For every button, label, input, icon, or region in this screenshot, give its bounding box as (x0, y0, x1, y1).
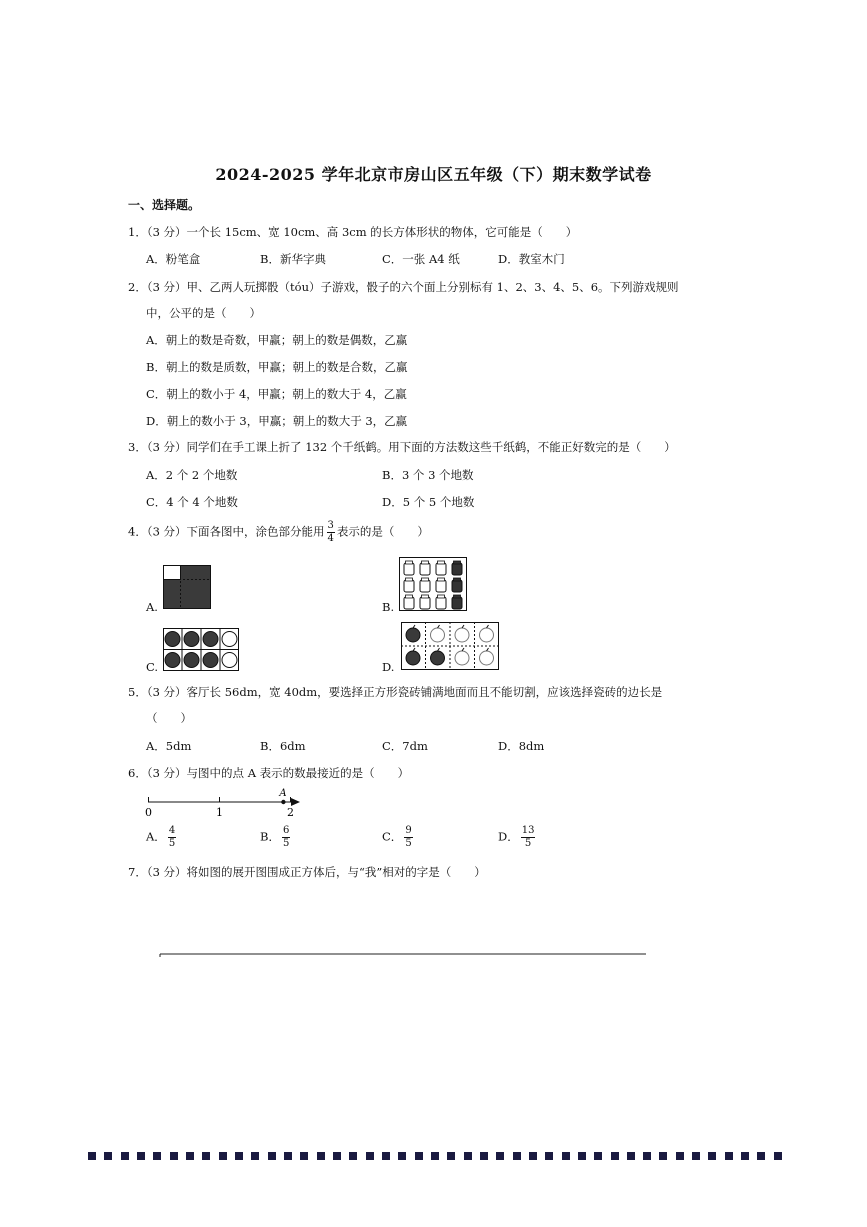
fraction-numerator: 3 (327, 520, 334, 531)
question-4-stem (128, 521, 429, 544)
question-6-option-c (382, 826, 415, 849)
question-4-option-b-label: B. (382, 600, 395, 614)
border-dot (349, 1152, 357, 1160)
fraction-numerator: 9 (405, 825, 412, 836)
border-dot (741, 1152, 749, 1160)
fraction-denominator: 5 (405, 838, 412, 849)
border-dot (317, 1152, 325, 1160)
border-dot (545, 1152, 553, 1160)
option-letter: D． (498, 829, 519, 844)
circle-icon (184, 653, 199, 668)
border-dot (104, 1152, 112, 1160)
question-2-stem-continued: 中，公平的是（ ） (146, 306, 261, 320)
jar-lid-icon (406, 578, 413, 581)
option-d-figure-apples (401, 622, 499, 670)
apple-icon (406, 628, 420, 642)
border-dot (202, 1152, 210, 1160)
axis-label-1: 1 (216, 806, 223, 818)
border-dot (153, 1152, 161, 1160)
jar-lid-icon (422, 561, 429, 564)
apple-icon (480, 628, 494, 642)
fraction-numerator: 13 (521, 825, 535, 836)
circle-icon (203, 653, 218, 668)
question-5-option-d: D．8dm (498, 739, 545, 753)
border-dot (88, 1152, 96, 1160)
axis-label-2: 2 (287, 806, 294, 818)
question-6-option-a (146, 826, 178, 849)
border-dot (447, 1152, 455, 1160)
fraction-denominator: 4 (327, 533, 334, 544)
option-letter: B． (260, 829, 280, 844)
option-letter: A． (146, 829, 166, 844)
circle-icon (222, 632, 237, 647)
page-footer-border (88, 1152, 782, 1162)
question-2-option-d: D．朝上的数小于 3，甲赢；朝上的数大于 3，乙赢 (146, 414, 408, 428)
border-dot (708, 1152, 716, 1160)
number-line (140, 786, 310, 818)
jar-icon (452, 597, 462, 609)
section-divider (156, 950, 650, 958)
fraction-three-quarters (327, 521, 335, 544)
question-1-option-b: B．新华字典 (260, 252, 326, 266)
circle-icon (165, 632, 180, 647)
jar-lid-icon (454, 595, 461, 598)
question-4-stem-a: 4．（3 分）下面各图中，涂色部分能用 (128, 524, 325, 539)
border-dot (578, 1152, 586, 1160)
question-2-option-b: B．朝上的数是质数，甲赢；朝上的数是合数，乙赢 (146, 360, 408, 374)
jar-icon (452, 580, 462, 592)
jar-lid-icon (422, 595, 429, 598)
circle-icon (184, 632, 199, 647)
fraction-denominator: 5 (524, 838, 532, 849)
question-5-option-c: C．7dm (382, 739, 428, 753)
apple-icon (431, 628, 445, 642)
jar-icon (404, 597, 414, 609)
jar-icon (436, 597, 446, 609)
question-4-option-c-label: C. (146, 660, 159, 674)
border-dot (692, 1152, 700, 1160)
border-dot (643, 1152, 651, 1160)
apple-icon (431, 651, 445, 665)
question-5-option-b: B．6dm (260, 739, 306, 753)
option-b-figure-jars (399, 557, 467, 611)
question-6-stem: 6．（3 分）与图中的点 A 表示的数最接近的是（ ） (128, 766, 410, 780)
question-4-stem-b: 表示的是（ ） (336, 524, 429, 539)
border-dot (235, 1152, 243, 1160)
jar-icon (420, 597, 430, 609)
border-dot (676, 1152, 684, 1160)
section-heading: 一、选择题。 (128, 198, 201, 212)
question-2-stem: 2．（3 分）甲、乙两人玩掷骰（tóu）子游戏，骰子的六个面上分别标有 1、2、3、4、5、6。下列游戏规则 (128, 280, 679, 294)
apple-icon (455, 651, 469, 665)
jar-icon (404, 563, 414, 575)
fraction-denominator: 5 (282, 838, 290, 849)
jar-icon (420, 580, 430, 592)
question-3-option-a: A．2 个 2 个地数 (146, 468, 238, 482)
question-1-option-c: C．一张 A4 纸 (382, 252, 460, 266)
border-dot (611, 1152, 619, 1160)
jar-lid-icon (438, 561, 445, 564)
question-4-option-d-label: D. (382, 660, 395, 674)
jar-lid-icon (454, 578, 461, 581)
jar-lid-icon (438, 595, 445, 598)
border-dot (366, 1152, 374, 1160)
jar-lid-icon (438, 578, 445, 581)
question-1-option-d: D．教室木门 (498, 252, 565, 266)
circle-icon (165, 653, 180, 668)
question-5-option-a: A．5dm (146, 739, 192, 753)
border-dot (774, 1152, 782, 1160)
fraction-numerator: 6 (282, 825, 290, 836)
jar-icon (452, 563, 462, 575)
border-dot (284, 1152, 292, 1160)
border-dot (480, 1152, 488, 1160)
border-dot (415, 1152, 423, 1160)
circle-icon (222, 653, 237, 668)
border-dot (496, 1152, 504, 1160)
question-3-option-c: C．4 个 4 个地数 (146, 495, 238, 509)
border-dot (121, 1152, 129, 1160)
apple-icon (480, 651, 494, 665)
border-dot (431, 1152, 439, 1160)
border-dot (137, 1152, 145, 1160)
apple-icon (406, 651, 420, 665)
circle-icon (203, 632, 218, 647)
jar-lid-icon (406, 595, 413, 598)
border-dot (529, 1152, 537, 1160)
border-dot (757, 1152, 765, 1160)
border-dot (627, 1152, 635, 1160)
border-dot (219, 1152, 227, 1160)
border-dot (464, 1152, 472, 1160)
option-a-figure-square (163, 565, 211, 609)
page-title: 2024-2025 学年北京市房山区五年级（下）期末数学试卷 (215, 165, 652, 184)
jar-lid-icon (454, 561, 461, 564)
border-dot (398, 1152, 406, 1160)
question-1-stem: 1．（3 分）一个长 15cm、宽 10cm、高 3cm 的长方体形状的物体，它可能是（ ） (128, 225, 578, 239)
border-dot (170, 1152, 178, 1160)
border-dot (725, 1152, 733, 1160)
question-7-stem: 7．（3 分）将如图的展开图围成正方体后，与“我”相对的字是（ ） (128, 865, 486, 879)
question-2-option-a: A．朝上的数是奇数，甲赢；朝上的数是偶数，乙赢 (146, 333, 408, 347)
question-4-option-a-label: A. (146, 600, 158, 614)
border-dot (513, 1152, 521, 1160)
border-dot (382, 1152, 390, 1160)
question-6-option-d (498, 826, 537, 849)
fraction-numerator: 4 (168, 825, 176, 836)
option-letter: C． (382, 829, 403, 844)
question-3-option-d: D．5 个 5 个地数 (382, 495, 475, 509)
question-3-option-b: B．3 个 3 个地数 (382, 468, 474, 482)
option-c-figure-circles (163, 628, 239, 671)
border-dot (333, 1152, 341, 1160)
question-1-option-a: A．粉笔盒 (146, 252, 201, 266)
border-dot (300, 1152, 308, 1160)
apple-icon (455, 628, 469, 642)
border-dot (659, 1152, 667, 1160)
jar-icon (436, 580, 446, 592)
jar-icon (436, 563, 446, 575)
point-a-marker (281, 800, 285, 804)
border-dot (594, 1152, 602, 1160)
question-6-option-b (260, 826, 292, 849)
fraction-denominator: 5 (168, 838, 176, 849)
border-dot (251, 1152, 259, 1160)
jar-icon (404, 580, 414, 592)
jar-lid-icon (406, 561, 413, 564)
border-dot (268, 1152, 276, 1160)
question-5-stem: 5．（3 分）客厅长 56dm，宽 40dm，要选择正方形瓷砖铺满地面而且不能切割，应该选择瓷砖的边长是 (128, 685, 663, 699)
question-2-option-c: C．朝上的数小于 4，甲赢；朝上的数大于 4，乙赢 (146, 387, 407, 401)
point-a-label: A (279, 788, 287, 799)
jar-icon (420, 563, 430, 575)
question-5-stem-continued: （ ） (146, 711, 192, 725)
question-3-stem: 3．（3 分）同学们在手工课上折了 132 个千纸鹤。用下面的方法数这些千纸鹤，不能正好数完的是（ ） (128, 440, 676, 454)
border-dot (186, 1152, 194, 1160)
jar-lid-icon (422, 578, 429, 581)
axis-label-0: 0 (145, 806, 152, 818)
border-dot (562, 1152, 570, 1160)
